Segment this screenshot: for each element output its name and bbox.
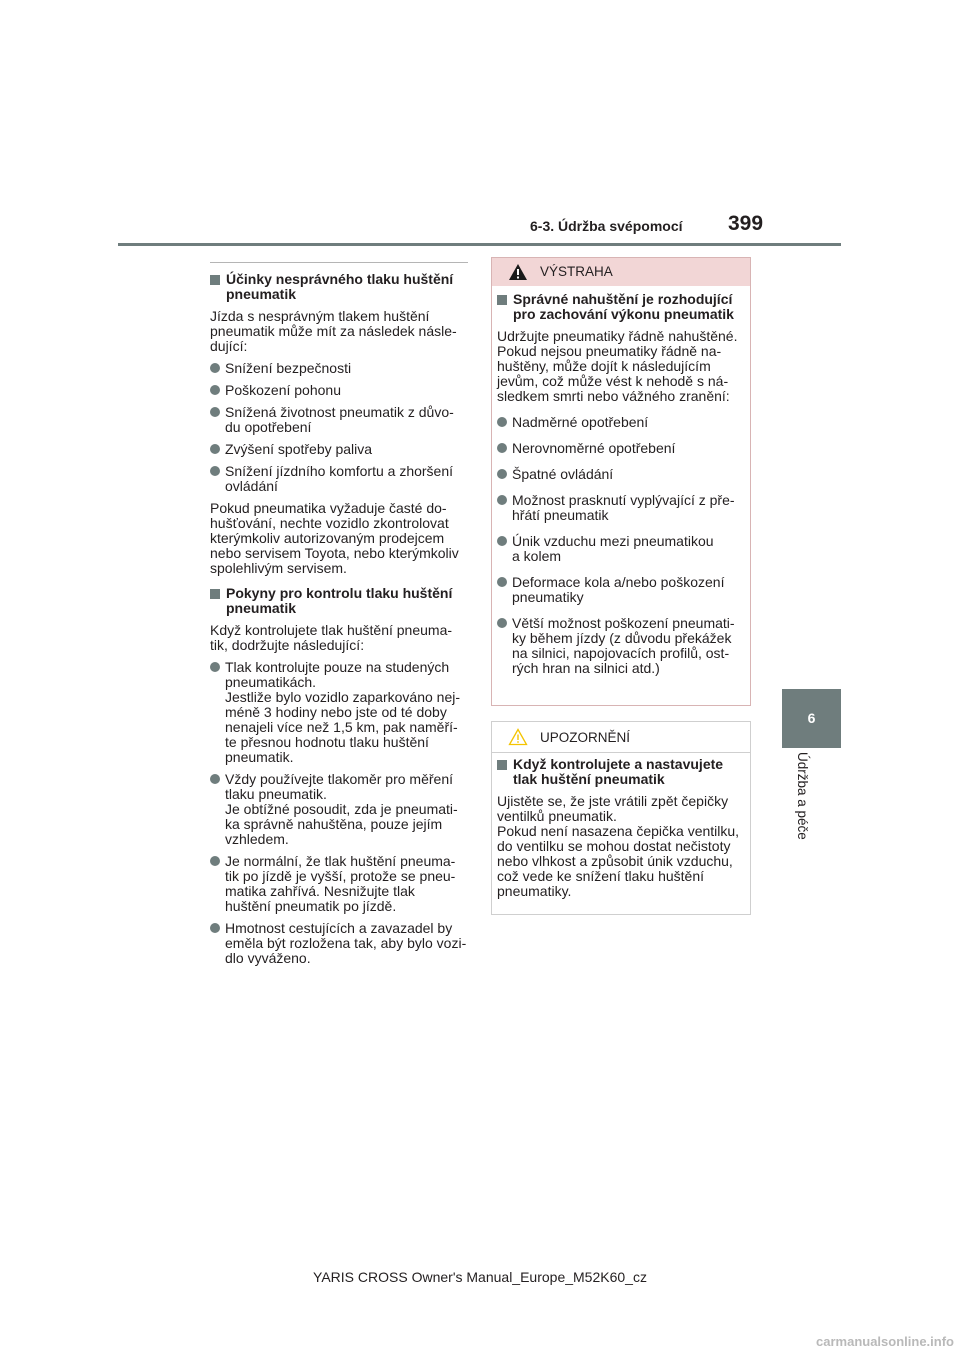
- list-item: [210, 405, 468, 435]
- warning-body: [497, 290, 747, 676]
- list-item: [210, 383, 468, 398]
- warning-heading: [497, 292, 747, 322]
- bullet-dot-icon: [497, 469, 507, 479]
- list-item: [497, 415, 747, 430]
- list-item-text: Vždy používejte tlakoměr pro měření tlaku pneumatik. Je obtížné posoudit, zda je pneumati- ka správně nahuštěna, pouze jejím vzhledem.: [225, 771, 458, 847]
- notice-paragraph: Ujistěte se, že jste vrátili zpět čepičky ventilků pneumatik. Pokud není nasazena čepička ventilku, do ventilku se mohou dostat nečistoty nebo vlhkost a způsobit únik vzduchu, což vede ke snížení tlaku huštění pneumatiky.: [497, 793, 740, 899]
- list-item: [497, 534, 747, 564]
- chapter-label: Údržba a péče: [795, 752, 810, 840]
- left-column: [210, 262, 468, 966]
- list-item-text: Poškození pohonu: [225, 382, 341, 398]
- list-item-text: Snížení bezpečnosti: [225, 360, 352, 376]
- list-item: [497, 467, 747, 482]
- list-item-text: Nadměrné opotřebení: [512, 414, 649, 430]
- list-item-text: Snížení jízdního komfortu a zhoršení ovládání: [225, 463, 454, 494]
- watermark: carmanualsonline.info: [816, 1334, 954, 1349]
- list-item-text: Možnost prasknutí vyplývající z pře- hřátí pneumatik: [512, 492, 735, 523]
- bullet-dot-icon: [497, 618, 507, 628]
- bullet-dot-icon: [210, 923, 220, 933]
- paragraph: Jízda s nesprávným tlakem huštění pneumatik může mít za následek násle- dující:: [210, 308, 457, 354]
- square-bullet-icon: [497, 295, 507, 305]
- warning-triangle-icon: [508, 263, 528, 281]
- notice-label: UPOZORNĚNÍ: [540, 730, 631, 745]
- bullet-dot-icon: [210, 466, 220, 476]
- bullet-dot-icon: [210, 856, 220, 866]
- bullet-dot-icon: [210, 444, 220, 454]
- list-item-text: Zvýšení spotřeby paliva: [225, 441, 373, 457]
- notice-heading-text: Když kontrolujete a nastavujete tlak huštění pneumatik: [513, 756, 724, 787]
- bullet-dot-icon: [210, 662, 220, 672]
- bullet-dot-icon: [497, 443, 507, 453]
- list-item: [497, 493, 747, 523]
- warning-paragraph: Udržujte pneumatiky řádně nahuštěné. Pokud nejsou pneumatiky řádně na- huštěny, může dojít k následujícím jevům, což může vést k nehodě s ná- sledkem smrti nebo vážného zranění:: [497, 328, 738, 404]
- list-item-text: Větší možnost poškození pneumati- ky během jízdy (z důvodu překážek na silnici, napojovacích profilů, ost- rých hran na silnici atd.): [512, 615, 735, 676]
- list-item: [210, 464, 468, 494]
- list-item-text: Deformace kola a/nebo poškození pneumatiky: [512, 574, 725, 605]
- list-item: [497, 616, 747, 676]
- square-bullet-icon: [210, 589, 220, 599]
- list-item-text: Hmotnost cestujících a zavazadel by eměla být rozložena tak, aby bylo vozi- dlo vyváženo.: [225, 920, 467, 966]
- footer-text: YARIS CROSS Owner's Manual_Europe_M52K60_cz: [313, 1269, 647, 1285]
- paragraph: Když kontrolujete tlak huštění pneuma- tik, dodržujte následující:: [210, 622, 453, 653]
- notice-body: [497, 752, 747, 899]
- column-top-rule: [210, 262, 468, 263]
- notice-box: [491, 721, 751, 915]
- list-item: [210, 361, 468, 376]
- bullet-dot-icon: [497, 417, 507, 427]
- bullet-dot-icon: [210, 407, 220, 417]
- list-item-text: Nerovnoměrné opotřebení: [512, 440, 676, 456]
- bullet-dot-icon: [497, 577, 507, 587]
- header-rule: [118, 243, 841, 246]
- section-heading: [210, 272, 468, 302]
- list-item-text: Špatné ovládání: [512, 466, 614, 482]
- warning-header: [492, 258, 750, 286]
- list-item-text: Snížená životnost pneumatik z důvo- du opotřebení: [225, 404, 454, 435]
- bullet-dot-icon: [210, 385, 220, 395]
- list-item: [497, 575, 747, 605]
- list-item: [497, 441, 747, 456]
- caution-triangle-icon: [508, 728, 528, 746]
- list-item-text: Tlak kontrolujte pouze na studených pneumatikách. Jestliže bylo vozidlo zaparkováno nej- méně 3 hodiny nebo jste od té doby nenajeli více než 1,5 km, pak naměří- te přesnou hodnotu tlaku huštění pneumatik.: [225, 659, 461, 765]
- list-item-text: Únik vzduchu mezi pneumatikou a kolem: [512, 533, 714, 564]
- section-title: 6-3. Údržba svépomocí: [530, 218, 683, 234]
- bullet-dot-icon: [210, 774, 220, 784]
- list-item: [210, 660, 468, 765]
- notice-heading: [497, 757, 747, 787]
- bullet-dot-icon: [497, 495, 507, 505]
- chapter-tab: 6: [782, 689, 841, 748]
- square-bullet-icon: [497, 760, 507, 770]
- bullet-dot-icon: [497, 536, 507, 546]
- warning-box: [491, 257, 751, 706]
- notice-header: [492, 722, 750, 753]
- square-bullet-icon: [210, 275, 220, 285]
- list-item: [210, 854, 468, 914]
- paragraph: Pokud pneumatika vyžaduje časté do- hušťování, nechte vozidlo zkontrolovat kterýmkoliv autorizovaným prodejcem nebo servisem Toyota, nebo kterýmkoliv spolehlivým servisem.: [210, 500, 459, 576]
- bullet-dot-icon: [210, 363, 220, 373]
- list-item-text: Je normální, že tlak huštění pneuma- tik po jízdě je vyšší, protože se pneu- matika zahřívá. Nesnižujte tlak huštění pneumatik po jízdě.: [225, 853, 456, 914]
- list-item: [210, 442, 468, 457]
- page-number: 399: [728, 212, 764, 235]
- list-item: [210, 921, 468, 966]
- warning-heading-text: Správné nahuštění je rozhodující pro zachování výkonu pneumatik: [513, 291, 734, 322]
- warning-label: VÝSTRAHA: [540, 264, 613, 279]
- section-heading: [210, 586, 468, 616]
- list-item: [210, 772, 468, 847]
- section-heading-text: Účinky nesprávného tlaku huštění pneumatik: [226, 271, 454, 302]
- section-heading-text: Pokyny pro kontrolu tlaku huštění pneumatik: [226, 585, 453, 616]
